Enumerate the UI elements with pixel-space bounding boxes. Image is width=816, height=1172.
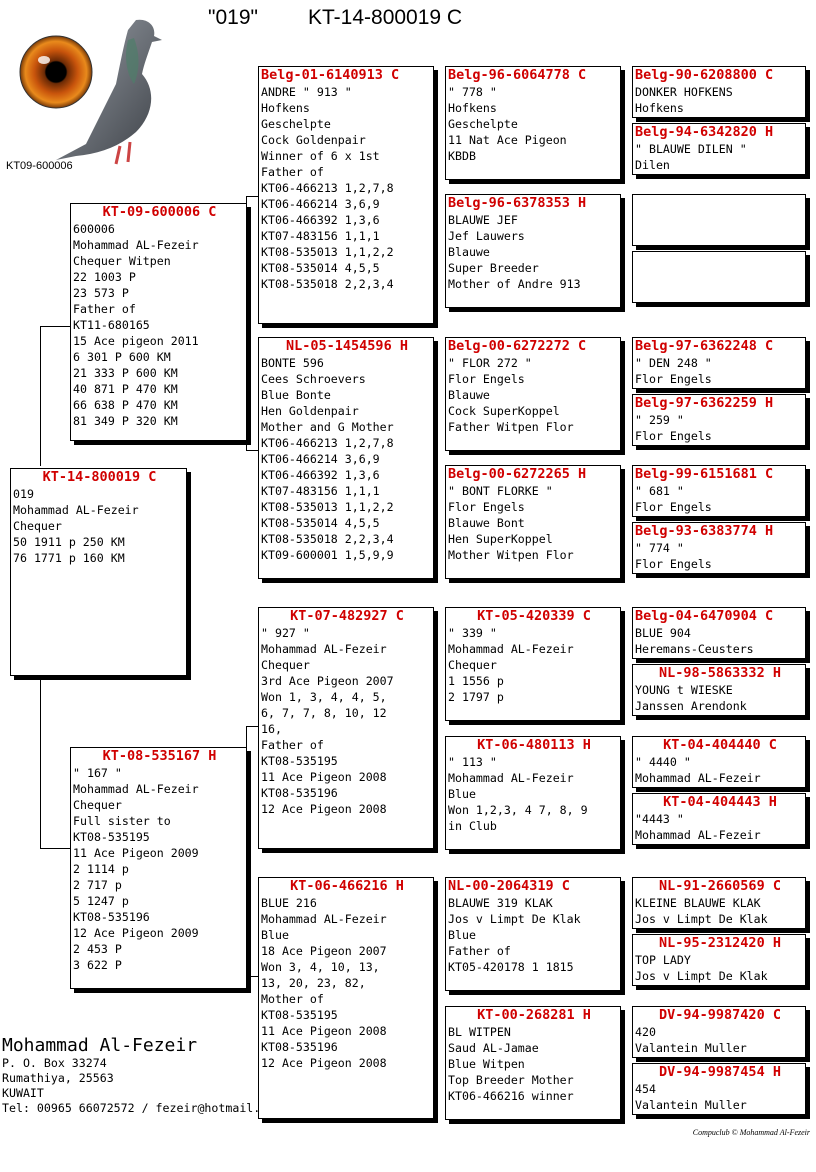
card-line: BL WITPEN (448, 1025, 511, 1039)
ring-number: Belg-00-6272272 C (448, 338, 587, 354)
card-line: " DEN 248 " (635, 356, 712, 370)
ring-number: Belg-97-6362259 H (635, 395, 774, 411)
owner-line: Tel: 00965 66072572 / fezeir@hotmail. (2, 1101, 261, 1115)
great-grandparent-card (632, 337, 806, 389)
card-line: 13, 20, 23, 82, (261, 976, 366, 990)
card-line: KT08-535195 (261, 1008, 338, 1022)
card-line: Father of (73, 302, 136, 316)
ring-number: Belg-96-6064778 C (448, 67, 587, 83)
card-line: ANDRE " 913 " (261, 85, 352, 99)
card-line: Mohammad AL-Fezeir (73, 782, 199, 796)
card-line: " 778 " (448, 85, 497, 99)
header-name: "019" (208, 6, 258, 29)
card-line: DONKER HOFKENS (635, 85, 733, 99)
sire-card (70, 203, 247, 441)
ring-number: Belg-90-6208800 C (635, 67, 774, 83)
card-line: " 167 " (73, 766, 122, 780)
great-grandparent-card-empty (632, 251, 806, 303)
connector (436, 930, 437, 1056)
connector (624, 368, 625, 424)
ring-number: Belg-99-6151681 C (635, 466, 774, 482)
connector (624, 220, 625, 276)
great-grandparent-card (632, 66, 806, 118)
card-line: KT06-466214 3,6,9 (261, 452, 380, 466)
card-line: Saud AL-Jamae (448, 1041, 539, 1055)
card-line: Flor Engels (635, 500, 712, 514)
dam-sire-dam-card (445, 736, 621, 850)
card-line: Chequer (13, 519, 62, 533)
card-line: " 4440 " (635, 755, 691, 769)
card-line: KT08-535013 1,1,2,2 (261, 245, 394, 259)
card-line: Blue (261, 928, 289, 942)
great-grandparent-card (632, 522, 806, 574)
card-line: 019 (13, 487, 34, 501)
card-line: 3 622 P (73, 958, 122, 972)
card-line: Blauwe (448, 245, 490, 259)
connector (40, 326, 41, 466)
card-line: Blauwe (448, 388, 490, 402)
card-line: 3rd Ace Pigeon 2007 (261, 674, 394, 688)
card-line: KT11-680165 (73, 318, 150, 332)
card-line: Father of (261, 738, 324, 752)
great-grandparent-card (632, 934, 806, 986)
card-line: 600006 (73, 222, 115, 236)
great-grandparent-card (632, 664, 806, 716)
ring-number: KT-05-420339 C (477, 608, 591, 624)
card-line: 2 1114 p (73, 862, 129, 876)
owner-line: Rumathiya, 25563 (2, 1071, 114, 1085)
connector (436, 120, 437, 240)
card-line: KT08-535018 2,2,3,4 (261, 532, 394, 546)
card-line: KT08-535018 2,2,3,4 (261, 277, 394, 291)
card-line: " 774 " (635, 541, 684, 555)
connector (436, 660, 437, 780)
card-line: Blue (448, 928, 476, 942)
great-grandparent-card (632, 607, 806, 659)
card-line: KT06-466213 1,2,7,8 (261, 181, 394, 195)
connector (246, 196, 258, 197)
card-line: KT07-483156 1,1,1 (261, 484, 380, 498)
card-line: Mother of Andre 913 (448, 277, 581, 291)
card-line: Blue Bonte (261, 388, 331, 402)
card-line: KT06-466392 1,3,6 (261, 213, 380, 227)
card-line: 21 333 P 600 KM (73, 366, 178, 380)
owner-name: Mohammad Al-Fezeir (2, 1035, 198, 1056)
card-line: KT07-483156 1,1,1 (261, 229, 380, 243)
card-line: 5 1247 p (73, 894, 129, 908)
card-line: BLUE 216 (261, 896, 317, 910)
connector (246, 726, 258, 727)
card-line: Hofkens (448, 101, 497, 115)
great-grandparent-card (632, 877, 806, 929)
card-line: KT06-466216 winner (448, 1089, 574, 1103)
ring-number: KT-06-466216 H (290, 878, 404, 894)
card-line: Won 1,2,3, 4 7, 8, 9 (448, 803, 588, 817)
card-line: Jos v Limpt De Klak (635, 969, 768, 983)
card-line: Won 1, 3, 4, 4, 5, (261, 690, 387, 704)
subject-card (10, 468, 187, 676)
card-line: Flor Engels (448, 372, 525, 386)
card-line: YOUNG t WIESKE (635, 683, 733, 697)
card-line: Blauwe Bont (448, 516, 525, 530)
great-grandparent-card-empty (632, 194, 806, 246)
ring-number: Belg-94-6342820 H (635, 124, 774, 140)
card-line: Mohammad AL-Fezeir (261, 912, 387, 926)
card-line: Valantein Muller (635, 1098, 747, 1112)
card-line: 12 Ace Pigeon 2008 (261, 1056, 387, 1070)
card-line: 23 573 P (73, 286, 129, 300)
great-grandparent-card (632, 1063, 806, 1115)
card-line: " BLAUWE DILEN " (635, 142, 747, 156)
card-line: 81 349 P 320 KM (73, 414, 178, 428)
card-line: Top Breeder Mother (448, 1073, 574, 1087)
card-line: BONTE 596 (261, 356, 324, 370)
card-line: Mother Witpen Flor (448, 548, 574, 562)
card-line: 76 1771 p 160 KM (13, 551, 125, 565)
dam-dam-card (258, 877, 434, 1119)
card-line: Mother and G Mother (261, 420, 394, 434)
card-line: Geschelpte (261, 117, 331, 131)
card-line: KBDB (448, 149, 476, 163)
card-line: Blue (448, 787, 476, 801)
card-line: Chequer (448, 658, 497, 672)
card-line: KT09-600001 1,5,9,9 (261, 548, 394, 562)
ring-number: Belg-00-6272265 H (448, 466, 587, 482)
connector (624, 638, 625, 694)
sire-dam-card (258, 337, 434, 579)
card-line: Hofkens (261, 101, 310, 115)
card-line: Hofkens (635, 101, 684, 115)
card-line: Dilen (635, 158, 670, 172)
ring-number: Belg-01-6140913 C (261, 67, 400, 83)
ring-number: NL-95-2312420 H (659, 935, 781, 951)
card-line: KT05-420178 1 1815 (448, 960, 574, 974)
connector (624, 96, 625, 152)
card-line: Blue Witpen (448, 1057, 525, 1071)
card-line: Father of (448, 944, 511, 958)
card-line: Full sister to (73, 814, 171, 828)
card-line: TOP LADY (635, 953, 691, 967)
ring-number: NL-00-2064319 C (448, 878, 570, 894)
ring-number: DV-94-9987454 H (659, 1064, 781, 1080)
card-line: Heremans-Ceusters (635, 642, 754, 656)
connector (246, 976, 258, 977)
dam-dam-dam-card (445, 1006, 621, 1120)
card-line: " FLOR 272 " (448, 356, 532, 370)
card-line: 454 (635, 1082, 656, 1096)
card-line: 12 Ace Pigeon 2008 (261, 802, 387, 816)
card-line: Father of (261, 165, 324, 179)
card-line: KT08-535013 1,1,2,2 (261, 500, 394, 514)
card-line: Flor Engels (448, 500, 525, 514)
card-line: 18 Ace Pigeon 2007 (261, 944, 387, 958)
card-line: 11 Ace Pigeon 2008 (261, 770, 387, 784)
sire-sire-dam-card (445, 194, 621, 308)
sire-dam-dam-card (445, 465, 621, 579)
card-line: Mohammad AL-Fezeir (448, 642, 574, 656)
connector (246, 450, 258, 451)
sire-dam-sire-card (445, 337, 621, 451)
ring-number: KT-04-404443 H (663, 794, 777, 810)
card-line: BLAUWE 319 KLAK (448, 896, 553, 910)
card-line: Flor Engels (635, 429, 712, 443)
card-line: 22 1003 P (73, 270, 136, 284)
card-line: Mohammad AL-Fezeir (448, 771, 574, 785)
card-line: 11 Nat Ace Pigeon (448, 133, 567, 147)
card-line: 66 638 P 470 KM (73, 398, 178, 412)
card-line: Mohammad AL-Fezeir (635, 771, 761, 785)
card-line: " 927 " (261, 626, 310, 640)
sire-sire-sire-card (445, 66, 621, 180)
card-line: Jos v Limpt De Klak (635, 912, 768, 926)
connector (624, 496, 625, 552)
owner-block (2, 1036, 260, 1116)
card-line: " 113 " (448, 755, 497, 769)
card-line: 6, 7, 7, 8, 10, 12 (261, 706, 387, 720)
card-line: Hen Goldenpair (261, 404, 359, 418)
connector (624, 908, 625, 964)
great-grandparent-card (632, 123, 806, 175)
card-line: 1 1556 p (448, 674, 504, 688)
card-line: 50 1911 p 250 KM (13, 535, 125, 549)
card-line: Flor Engels (635, 372, 712, 386)
connector (40, 326, 70, 327)
ring-number: KT-06-480113 H (477, 737, 591, 753)
card-line: Flor Engels (635, 557, 712, 571)
ring-number: Belg-97-6362248 C (635, 338, 774, 354)
ring-number: NL-98-5863332 H (659, 665, 781, 681)
dam-sire-card (258, 607, 434, 849)
connector (40, 848, 70, 849)
card-line: Geschelpte (448, 117, 518, 131)
ring-number: Belg-93-6383774 H (635, 523, 774, 539)
card-line: 12 Ace Pigeon 2009 (73, 926, 199, 940)
card-line: 15 Ace pigeon 2011 (73, 334, 199, 348)
card-line: Super Breeder (448, 261, 539, 275)
card-line: Winner of 6 x 1st (261, 149, 380, 163)
card-line: 420 (635, 1025, 656, 1039)
photo-caption: KT09-600006 (6, 160, 73, 172)
card-line: Chequer (261, 658, 310, 672)
ring-number: Belg-96-6378353 H (448, 195, 587, 211)
card-line: 2 453 P (73, 942, 122, 956)
ring-number: KT-04-404440 C (663, 737, 777, 753)
card-line: Mother of (261, 992, 324, 1006)
card-line: KT06-466214 3,6,9 (261, 197, 380, 211)
card-line: 40 871 P 470 KM (73, 382, 178, 396)
card-line: KT08-535014 4,5,5 (261, 261, 380, 275)
connector (624, 1036, 625, 1092)
card-line: Valantein Muller (635, 1041, 747, 1055)
sire-sire-card (258, 66, 434, 324)
card-line: 2 717 p (73, 878, 122, 892)
card-line: Mohammad AL-Fezeir (261, 642, 387, 656)
card-line: BLUE 904 (635, 626, 691, 640)
great-grandparent-card (632, 394, 806, 446)
ring-number: KT-08-535167 H (102, 748, 217, 764)
ring-number: NL-05-1454596 H (286, 338, 408, 354)
card-line: KT06-466213 1,2,7,8 (261, 436, 394, 450)
card-line: Cees Schroevers (261, 372, 366, 386)
great-grandparent-card (632, 465, 806, 517)
connector (40, 676, 41, 848)
card-line: 11 Ace Pigeon 2008 (261, 1024, 387, 1038)
card-line: " 681 " (635, 484, 684, 498)
card-line: 16, (261, 722, 282, 736)
card-line: Jef Lauwers (448, 229, 525, 243)
card-line: Mohammad AL-Fezeir (13, 503, 139, 517)
card-line: KT08-535195 (261, 754, 338, 768)
owner-line: KUWAIT (2, 1086, 44, 1100)
card-line: Father Witpen Flor (448, 420, 574, 434)
pigeon-photo (16, 14, 166, 174)
connector (624, 766, 625, 822)
card-line: KT08-535196 (261, 1040, 338, 1054)
card-line: Mohammad AL-Fezeir (73, 238, 199, 252)
card-line: Janssen Arendonk (635, 699, 747, 713)
ring-number: DV-94-9987420 C (659, 1007, 781, 1023)
card-line: Chequer (73, 798, 122, 812)
card-line: " 339 " (448, 626, 497, 640)
ring-number: Belg-04-6470904 C (635, 608, 774, 624)
card-line: Won 3, 4, 10, 13, (261, 960, 380, 974)
card-line: in Club (448, 819, 497, 833)
great-grandparent-card (632, 793, 806, 845)
card-line: Cock Goldenpair (261, 133, 366, 147)
connector (436, 390, 437, 510)
card-line: KT08-535014 4,5,5 (261, 516, 380, 530)
card-line: KT08-535196 (261, 786, 338, 800)
card-line: Jos v Limpt De Klak (448, 912, 581, 926)
card-line: BLAUWE JEF (448, 213, 518, 227)
card-line: 11 Ace Pigeon 2009 (73, 846, 199, 860)
card-line: KT06-466392 1,3,6 (261, 468, 380, 482)
ring-number: NL-91-2660569 C (659, 878, 781, 894)
card-line: Cock SuperKoppel (448, 404, 560, 418)
card-line: 2 1797 p (448, 690, 504, 704)
card-line: "4443 " (635, 812, 684, 826)
card-line: Chequer Witpen (73, 254, 171, 268)
dam-card (70, 747, 247, 989)
card-line: KLEINE BLAUWE KLAK (635, 896, 761, 910)
card-line: " 259 " (635, 413, 684, 427)
footer-credit: Compuclub © Mohammad Al-Fezeir (692, 1128, 810, 1137)
dam-dam-sire-card (445, 877, 621, 991)
card-line: KT08-535196 (73, 910, 150, 924)
great-grandparent-card (632, 736, 806, 788)
ring-number: KT-09-600006 C (102, 204, 217, 220)
header-ring: KT-14-800019 C (308, 6, 463, 29)
card-line: Mohammad AL-Fezeir (635, 828, 761, 842)
card-line: 6 301 P 600 KM (73, 350, 171, 364)
card-line: Hen SuperKoppel (448, 532, 553, 546)
ring-number: KT-07-482927 C (290, 608, 404, 624)
great-grandparent-card (632, 1006, 806, 1058)
dam-sire-sire-card (445, 607, 621, 721)
ring-number: KT-00-268281 H (477, 1007, 591, 1023)
ring-number: KT-14-800019 C (42, 469, 157, 485)
card-line: KT08-535195 (73, 830, 150, 844)
pigeon-eye-icon (16, 14, 166, 174)
owner-line: P. O. Box 33274 (2, 1056, 107, 1070)
card-line: " BONT FLORKE " (448, 484, 553, 498)
